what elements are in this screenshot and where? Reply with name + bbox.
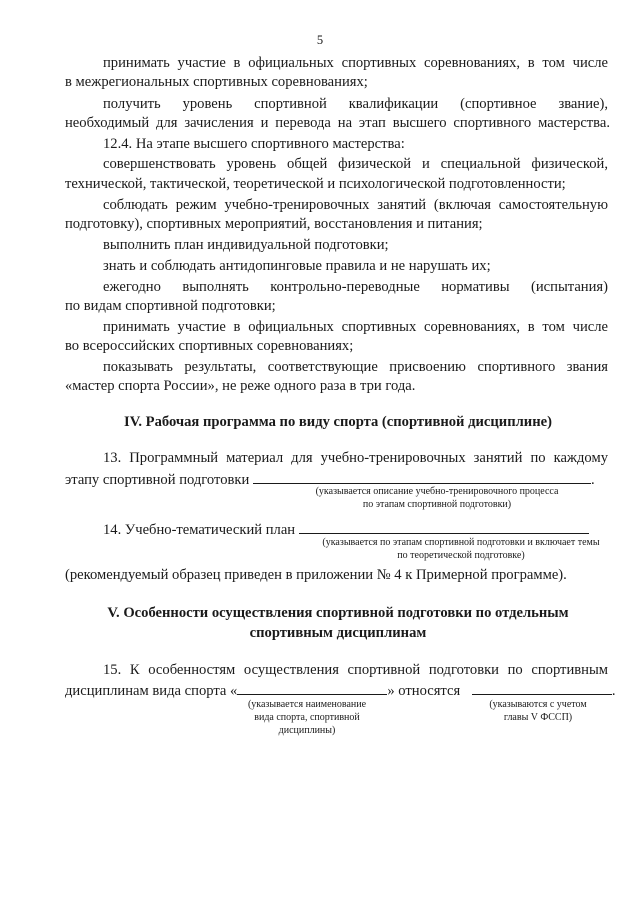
text-line: получить уровень спортивной квалификации (спортивное звание), — [103, 96, 608, 112]
item-15-line-2: дисциплинам вида спорта « » относятся . — [65, 683, 616, 699]
item-14-note: (указывается по этапам спортивной подготовки и включает темы по теоретической подготовке) — [322, 537, 600, 561]
item-15-note-features: (указываются с учетом главы V ФССП) — [489, 699, 587, 723]
text-line: «мастер спорта России», не реже одного раза в три года. — [65, 378, 416, 394]
section-v-heading-line-1: V. Особенности осуществления спортивной подготовки по отдельным — [107, 605, 569, 621]
text-line: во всероссийских спортивных соревнованиях; — [65, 338, 354, 354]
text-line: ежегодно выполнять контрольно-переводные нормативы (испытания) — [103, 279, 608, 295]
blank-field-sport — [237, 681, 387, 695]
section-v-heading-line-2: спортивным дисциплинам — [249, 625, 427, 641]
blank-field-features — [472, 681, 612, 695]
text-line: принимать участие в официальных спортивных соревнованиях, в том числе — [103, 55, 608, 71]
text-line: знать и соблюдать антидопинговые правила и не нарушать их; — [103, 258, 491, 274]
text-line: 12.4. На этапе высшего спортивного мастерства: — [103, 136, 405, 152]
text-line: соблюдать режим учебно-тренировочных занятий (включая самостоятельную — [103, 197, 608, 213]
text-line: в межрегиональных спортивных соревнованиях; — [65, 74, 368, 90]
text-line: по видам спортивной подготовки; — [65, 298, 276, 314]
item-15-note-sport: (указывается наименование вида спорта, спортивной дисциплины) — [247, 699, 367, 736]
text-line: совершенствовать уровень общей физической и специальной физической, — [103, 156, 608, 172]
text-line: принимать участие в официальных спортивных соревнованиях, в том числе — [103, 319, 608, 335]
item-14-line: 14. Учебно-тематический план — [103, 520, 589, 539]
item-13-note: (указывается описание учебно-тренировочного процесса по этапам спортивной подготовки) — [315, 486, 559, 510]
blank-field — [253, 470, 591, 484]
text-line: выполнить план индивидуальной подготовки; — [103, 237, 389, 253]
text-line: необходимый для зачисления и перевода на этап высшего спортивного мастерства. — [65, 115, 610, 131]
item-13-line-1: 13. Программный материал для учебно-тренировочных занятий по каждому — [103, 450, 608, 466]
text-line: подготовку), спортивных мероприятий, восстановления и питания; — [65, 216, 483, 232]
text-line: технической, тактической, теоретической и психологической подготовленности; — [65, 176, 566, 192]
text-line: показывать результаты, соответствующие присвоению спортивного звания — [103, 359, 608, 375]
recommend-line: (рекомендуемый образец приведен в приложении № 4 к Примерной программе). — [65, 567, 567, 583]
page-number: 5 — [316, 33, 324, 47]
blank-field — [299, 520, 589, 534]
section-iv-heading: IV. Рабочая программа по виду спорта (спортивной дисциплине) — [124, 414, 552, 430]
item-15-line-1: 15. К особенностям осуществления спортивной подготовки по спортивным — [103, 662, 608, 678]
item-13-line-2: этапу спортивной подготовки . — [65, 472, 595, 488]
